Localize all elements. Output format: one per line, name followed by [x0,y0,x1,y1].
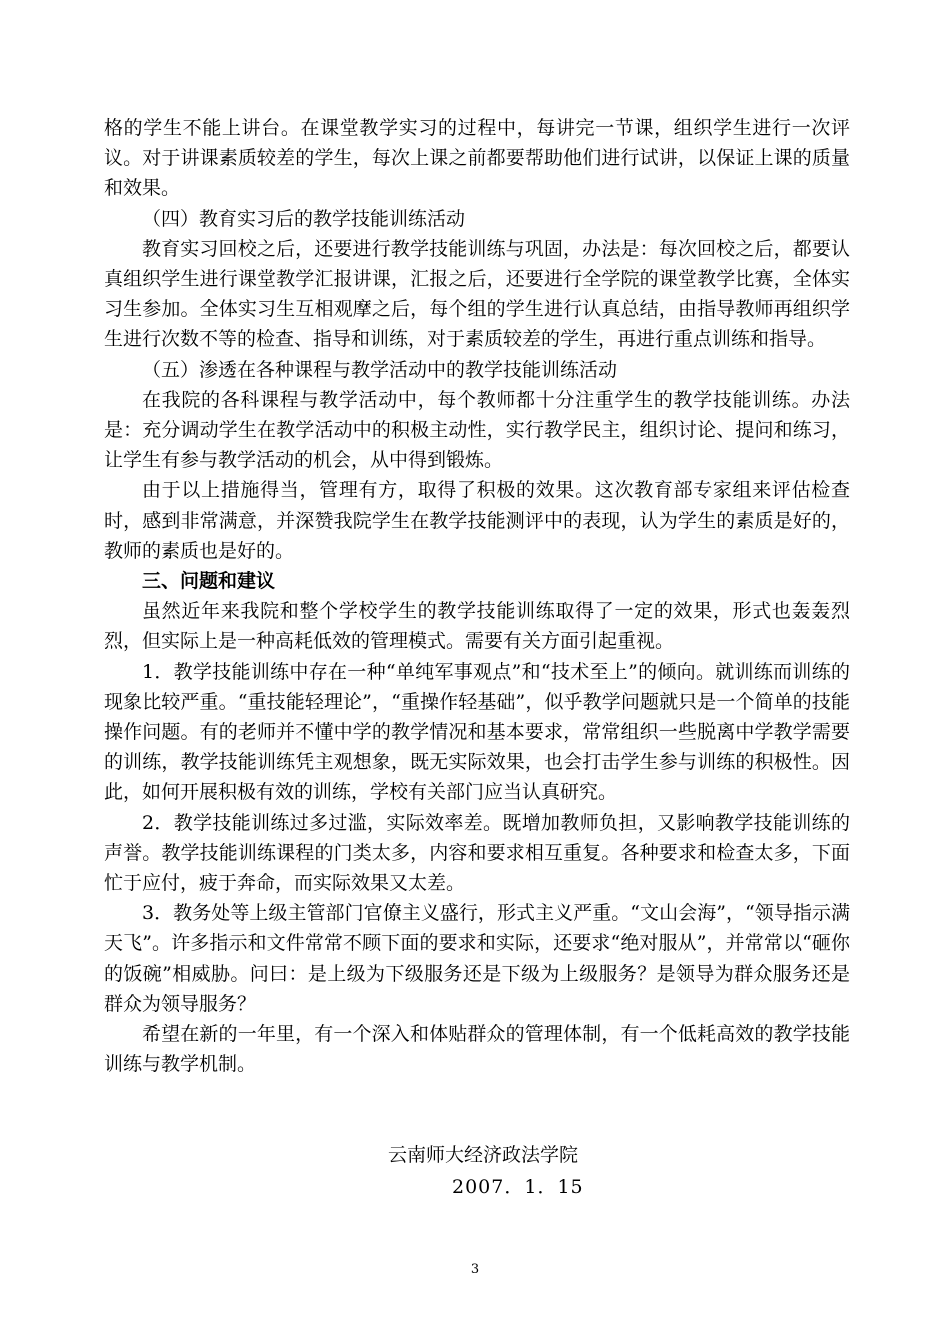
paragraph: 格的学生不能上讲台。在课堂教学实习的过程中，每讲完一节课，组织学生进行一次评议。对于讲课素质较差的学生，每次上课之前都要帮助他们进行试讲，以保证上课的质量和效果。 [104,117,850,200]
paragraph: 3．教务处等上级主管部门官僚主义盛行，形式主义严重。“文山会海”，“领导指示满天飞”。许多指示和文件常常不顾下面的要求和实际，还要求“绝对服从”，并常常以“砸你的饭碗”相威胁。问曰：是上级为下级服务还是下级为上级服务？是领导为群众服务还是群众为领导服务？ [104,902,850,1015]
page-number: 3 [470,1262,480,1277]
signature-organization: 云南师大经济政法学院 [388,1144,579,1166]
paragraph: 教育实习回校之后，还要进行教学技能训练与巩固，办法是：每次回校之后，都要认真组织学生进行课堂教学汇报讲课，汇报之后，还要进行全学院的课堂教学比赛，全体实习生参加。全体实习生互相观摩之后，每个组的学生进行认真总结，由指导教师再组织学生进行次数不等的检查、指导和训练，对于素质较差的学生，再进行重点训练和指导。 [104,237,850,351]
subheading: （五）渗透在各种课程与教学活动中的教学技能训练活动 [142,358,618,381]
document-body [104,113,850,1080]
paragraph: 由于以上措施得当，管理有方，取得了积极的效果。这次教育部专家组来评估检查时，感到非常满意，并深赞我院学生在教学技能测评中的表现，认为学生的素质是好的，教师的素质也是好的。 [104,479,850,562]
subheading: （四）教育实习后的教学技能训练活动 [142,207,466,230]
paragraph: 1．教学技能训练中存在一种“单纯军事观点”和“技术至上”的倾向。就训练而训练的现象比较严重。“重技能轻理论”，“重操作轻基础”，似乎教学问题就只是一个简单的技能操作问题。有的老师并不懂中学的教学情况和基本要求，常常组织一些脱离中学教学需要的训练，教学技能训练凭主观想象，既无实际效果，也会打击学生参与训练的积极性。因此，如何开展积极有效的训练，学校有关部门应当认真研究。 [104,660,850,804]
paragraph: 希望在新的一年里，有一个深入和体贴群众的管理体制，有一个低耗高效的教学技能训练与教学机制。 [104,1023,850,1076]
signature-date: 2007．1．15 [452,1176,584,1198]
paragraph: 在我院的各科课程与教学活动中，每个教师都十分注重学生的教学技能训练。办法是：充分调动学生在教学活动中的积极主动性，实行教学民主，组织讨论、提问和练习，让学生有参与教学活动的机会，从中得到锻炼。 [104,388,850,472]
paragraph: 虽然近年来我院和整个学校学生的教学技能训练取得了一定的效果，形式也轰轰烈烈，但实际上是一种高耗低效的管理模式。需要有关方面引起重视。 [104,600,850,653]
section-heading: 三、问题和建议 [142,570,276,593]
paragraph: 2．教学技能训练过多过滥，实际效率差。既增加教师负担，又影响教学技能训练的声誉。教学技能训练课程的门类太多，内容和要求相互重复。各种要求和检查太多，下面忙于应付，疲于奔命，而实际效果又太差。 [104,811,850,895]
